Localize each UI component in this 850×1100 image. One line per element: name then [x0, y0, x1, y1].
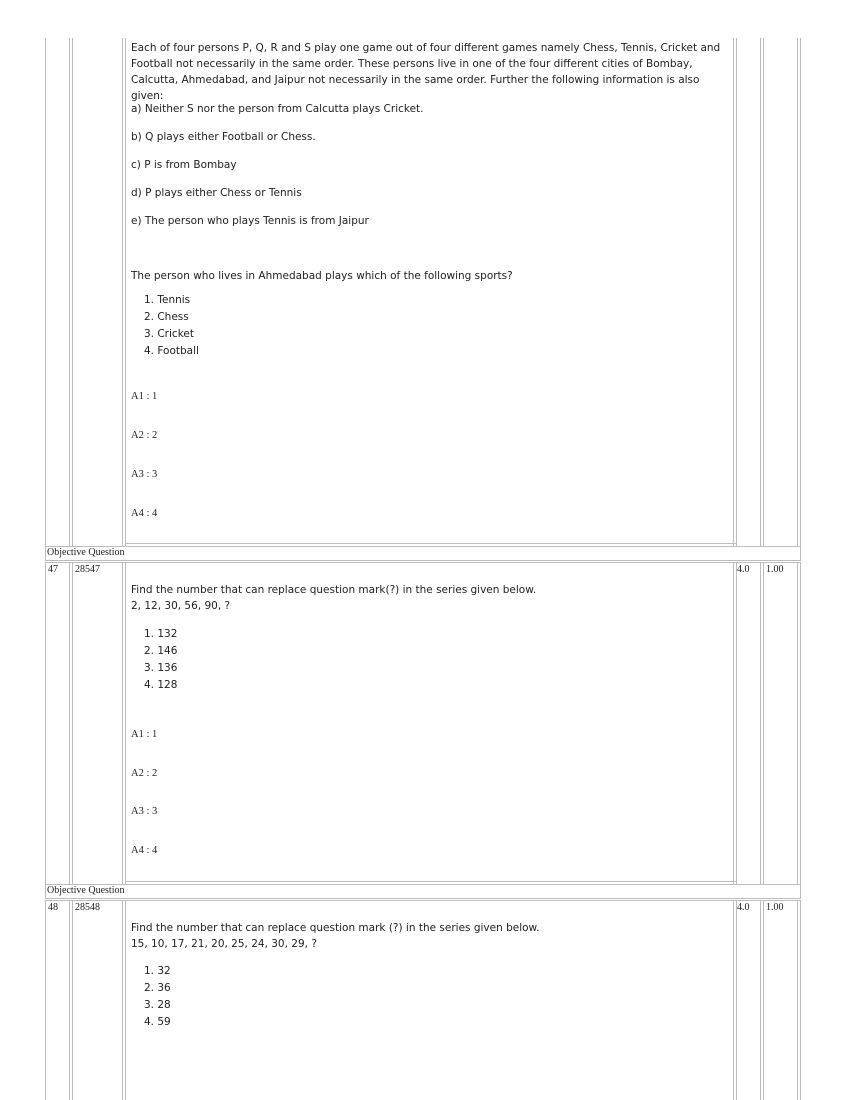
grid-line [736, 38, 737, 546]
question-id: 28548 [75, 902, 100, 913]
question-number: 47 [48, 564, 58, 575]
option-item: 1. Tennis [144, 294, 191, 306]
grid-line [797, 562, 798, 884]
section-header [45, 884, 801, 899]
grid-line [125, 38, 126, 546]
grid-line [122, 562, 123, 884]
option-item: 2. 146 [144, 645, 178, 657]
answer-line: A1 : 1 [131, 391, 158, 402]
grid-line [800, 562, 801, 884]
clue: a) Neither S nor the person from Calcutta plays Cricket. [131, 103, 424, 115]
grid-line [763, 562, 764, 884]
clue: d) P plays either Chess or Tennis [131, 187, 302, 199]
marks-value: 4.0 [737, 902, 750, 913]
grid-line [733, 38, 734, 546]
options-list [128, 292, 199, 360]
question-text: Find the number that can replace question mark (?) in the series given below. [131, 922, 540, 934]
option-item: 1. 132 [144, 628, 178, 640]
grid-line [800, 900, 801, 1100]
grid-line [733, 562, 734, 884]
grid-line [72, 38, 73, 546]
options-list [128, 626, 177, 694]
option-item: 4. Football [144, 345, 199, 357]
section-label: Objective Question [47, 885, 125, 896]
question-number: 48 [48, 902, 58, 913]
grid-line [733, 900, 734, 1100]
grid-line [69, 900, 70, 1100]
grid-line [797, 900, 798, 1100]
answer-line: A3 : 3 [131, 806, 158, 817]
grid-line [736, 900, 737, 1100]
grid-line [760, 562, 761, 884]
grid-line [122, 900, 123, 1100]
answer-line: A4 : 4 [131, 845, 158, 856]
grid-line [760, 38, 761, 546]
section-header [45, 546, 801, 561]
grid-line [125, 900, 126, 1100]
grid-line [69, 38, 70, 546]
grid-line [760, 900, 761, 1100]
grid-line [125, 881, 736, 882]
option-item: 3. 136 [144, 662, 178, 674]
grid-line [736, 562, 737, 884]
clue: b) Q plays either Football or Chess. [131, 131, 316, 143]
answer-line: A2 : 2 [131, 430, 158, 441]
question-id: 28547 [75, 564, 100, 575]
grid-line [125, 543, 736, 544]
negative-marks-value: 1.00 [766, 564, 784, 575]
question-text: Find the number that can replace question mark(?) in the series given below. [131, 584, 537, 596]
option-item: 2. Chess [144, 311, 189, 323]
option-item: 4. 59 [144, 1016, 171, 1028]
clue: c) P is from Bombay [131, 159, 237, 171]
question-text: The person who lives in Ahmedabad plays which of the following sports? [131, 270, 513, 282]
grid-line [69, 562, 70, 884]
option-item: 4. 128 [144, 679, 178, 691]
grid-line [800, 38, 801, 546]
grid-line [797, 38, 798, 546]
answer-line: A2 : 2 [131, 768, 158, 779]
marks-value: 4.0 [737, 564, 750, 575]
series-text: 15, 10, 17, 21, 20, 25, 24, 30, 29, ? [131, 938, 317, 950]
grid-line [45, 562, 801, 563]
answer-line: A4 : 4 [131, 508, 158, 519]
grid-line [45, 562, 46, 884]
grid-line [72, 900, 73, 1100]
series-text: 2, 12, 30, 56, 90, ? [131, 600, 231, 612]
grid-line [763, 900, 764, 1100]
options-list [128, 963, 171, 1031]
section-label: Objective Question [47, 547, 125, 558]
grid-line [45, 900, 801, 901]
grid-line [72, 562, 73, 884]
negative-marks-value: 1.00 [766, 902, 784, 913]
grid-line [45, 900, 46, 1100]
option-item: 3. 28 [144, 999, 171, 1011]
answer-line: A3 : 3 [131, 469, 158, 480]
grid-line [125, 562, 126, 884]
grid-line [763, 38, 764, 546]
option-item: 2. 36 [144, 982, 171, 994]
grid-line [45, 38, 46, 546]
grid-line [122, 38, 123, 546]
question-intro: Each of four persons P, Q, R and S play one game out of four different games namely Chess, Tennis, Cricket and Football not necessarily in the same order. These persons live in one of the four different cities of Bombay, Calcutta, Ahmedabad, and Jaipur not necessarily in the same order. Further the following information is also given: [131, 42, 721, 102]
answer-line: A1 : 1 [131, 729, 158, 740]
option-item: 1. 32 [144, 965, 171, 977]
clue: e) The person who plays Tennis is from Jaipur [131, 215, 369, 227]
option-item: 3. Cricket [144, 328, 194, 340]
